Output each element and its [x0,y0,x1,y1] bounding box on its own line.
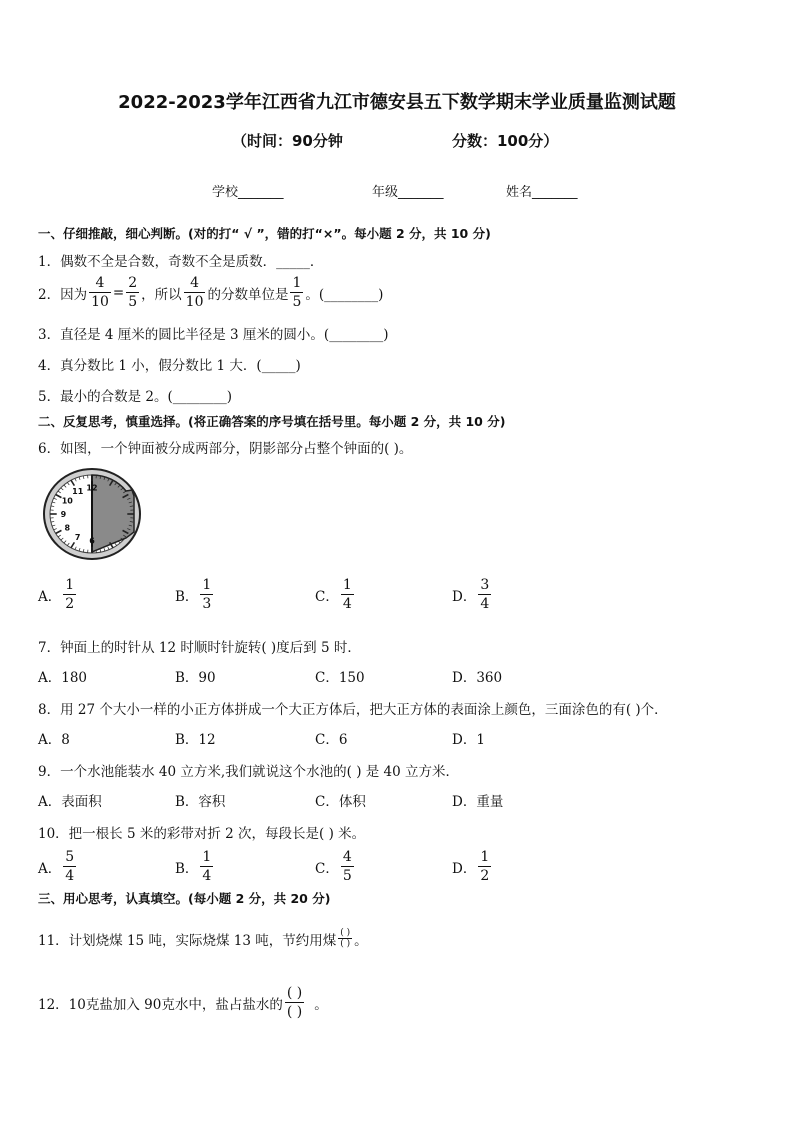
q11-text: 11．计划烧煤 15 吨，实际烧煤 13 吨，节约用煤 [38,932,337,949]
q9-option-a[interactable]: A．表面积 [38,794,102,810]
q10-option-label: A． [38,860,62,877]
q2-prefix: 2．因为 [38,286,88,303]
q11-suffix: 。 [354,932,368,949]
q10-option-fraction [200,848,213,885]
q11-blank-num: ( ) [340,928,351,938]
q10-option-fraction [63,848,76,885]
q12-blank-fraction[interactable] [285,984,304,1021]
q6-option-c[interactable] [315,576,356,613]
exam-title: 2022-2023学年江西省九江市德安县五下数学期末学业质量监测试题 [118,92,676,113]
grade-field: 年级_______ [372,185,444,200]
fraction-numerator: 4 [342,849,352,865]
q10-option-fraction [478,848,491,885]
q11-blank-fraction[interactable] [338,928,352,949]
question-2 [38,274,383,311]
q2-equals: = [112,284,125,301]
q6-option-fraction [200,576,213,613]
fraction-numerator: 1 [202,849,212,865]
section-3-heading: 三、用心思考，认真填空。(每小题 2 分，共 20 分) [38,891,331,906]
fraction-denominator: 4 [342,596,352,612]
q11-blank-den: ( ) [340,939,351,949]
q2-fraction-4 [290,274,303,311]
exam-score: 分数：100分） [452,132,559,150]
q6-option-fraction [63,576,76,613]
q6-option-fraction [478,576,491,613]
question-10: 10．把一根长 5 米的彩带对折 2 次，每段长是( ) 米。 [38,826,366,842]
fraction-denominator: 5 [342,868,352,884]
fraction-numerator: 3 [480,577,490,593]
q9-option-c[interactable]: C．体积 [315,794,366,810]
q6-option-b[interactable] [175,576,215,613]
q6-option-label: B． [175,588,199,605]
clock-number: 11 [72,487,84,497]
q10-option-d[interactable] [452,848,493,885]
section-2-heading: 二、反复思考，慎重选择。(将正确答案的序号填在括号里。每小题 2 分，共 10 分) [38,414,506,429]
q2-f4-num: 1 [292,275,302,291]
q2-f1-num: 4 [95,275,105,291]
q8-option-a[interactable]: A．8 [38,732,70,748]
fraction-numerator: 1 [202,577,212,593]
question-3: 3．直径是 4 厘米的圆比半径是 3 厘米的圆小。(________) [38,327,389,343]
clock-number: 10 [61,496,73,506]
fraction-numerator: 1 [65,577,75,593]
question-7: 7．钟面上的时针从 12 时顺时针旋转( )度后到 5 时． [38,640,361,656]
fraction-numerator: 1 [480,849,490,865]
fraction-denominator: 4 [65,868,75,884]
fraction-denominator: 2 [65,596,75,612]
q10-option-c[interactable] [315,848,356,885]
q10-option-label: C． [315,860,339,877]
clock-figure [42,466,144,560]
q12-blank-den: ( ) [286,1004,303,1020]
q2-fraction-2 [126,274,139,311]
fraction-denominator: 3 [202,596,212,612]
q2-f4-den: 5 [292,294,302,310]
q2-f2-den: 5 [128,294,138,310]
clock-number: 8 [64,523,71,533]
question-5: 5．最小的合数是 2。(________) [38,389,233,405]
q9-option-d[interactable]: D．重量 [452,794,504,810]
clock-number: 7 [74,532,81,542]
q2-mid2: 的分数单位是 [207,286,289,303]
q2-f2-num: 2 [128,275,138,291]
q2-mid: ，所以 [141,286,182,303]
fraction-numerator: 5 [65,849,75,865]
q8-option-c[interactable]: C．6 [315,732,348,748]
q2-f3-den: 10 [185,294,204,310]
q6-option-fraction [341,576,354,613]
question-4: 4．真分数比 1 小，假分数比 1 大．(_____) [38,358,301,374]
q2-f3-num: 4 [190,275,200,291]
q10-option-a[interactable] [38,848,78,885]
q6-option-label: D． [452,588,477,605]
q6-option-label: C． [315,588,339,605]
q8-option-b[interactable]: B．12 [175,732,216,748]
fraction-denominator: 4 [480,596,490,612]
q10-option-label: B． [175,860,199,877]
question-9: 9．一个水池能装水 40 立方米,我们就说这个水池的( ) 是 40 立方米． [38,764,460,780]
q10-option-b[interactable] [175,848,215,885]
fraction-denominator: 2 [480,868,490,884]
question-8: 8．用 27 个大小一样的小正方体拼成一个大正方体后，把大正方体的表面涂上颜色，三面涂色的有( )个． [38,702,668,718]
q7-option-b[interactable]: B．90 [175,670,216,686]
question-12 [38,984,328,1021]
q7-option-d[interactable]: D．360 [452,670,503,686]
q6-option-a[interactable] [38,576,78,613]
q10-option-fraction [341,848,354,885]
q2-suffix: 。(________) [305,286,384,303]
q8-option-d[interactable]: D．1 [452,732,485,748]
fraction-denominator: 4 [202,868,212,884]
q2-f1-den: 10 [91,294,109,310]
q7-option-a[interactable]: A．180 [38,670,88,686]
section-1-heading: 一、仔细推敲，细心判断。(对的打“ √ ”，错的打“×”。每小题 2 分，共 10 分) [38,226,491,241]
fraction-numerator: 1 [342,577,352,593]
clock-number: 9 [60,510,67,519]
q7-option-c[interactable]: C．150 [315,670,365,686]
q12-text: 12．10克盐加入 90克水中，盐占盐水的 [38,996,283,1013]
question-1: 1．偶数不全是合数，奇数不全是质数．_____． [38,254,324,270]
q6-option-label: A． [38,588,62,605]
q6-option-d[interactable] [452,576,493,613]
q10-option-label: D． [452,860,477,877]
name-field: 姓名_______ [506,185,578,200]
q2-fraction-3 [184,274,206,311]
exam-time: （时间：90分钟 [232,132,343,150]
question-6: 6．如图，一个钟面被分成两部分，阴影部分占整个钟面的( )。 [38,441,413,457]
clock-number: 12 [86,483,98,493]
q12-blank-num: ( ) [286,985,303,1001]
q2-fraction-1 [89,274,111,311]
question-11 [38,928,368,949]
clock-number: 6 [89,536,95,546]
q9-option-b[interactable]: B．容积 [175,794,226,810]
q12-suffix: 。 [314,996,328,1013]
school-field: 学校_______ [212,185,284,200]
